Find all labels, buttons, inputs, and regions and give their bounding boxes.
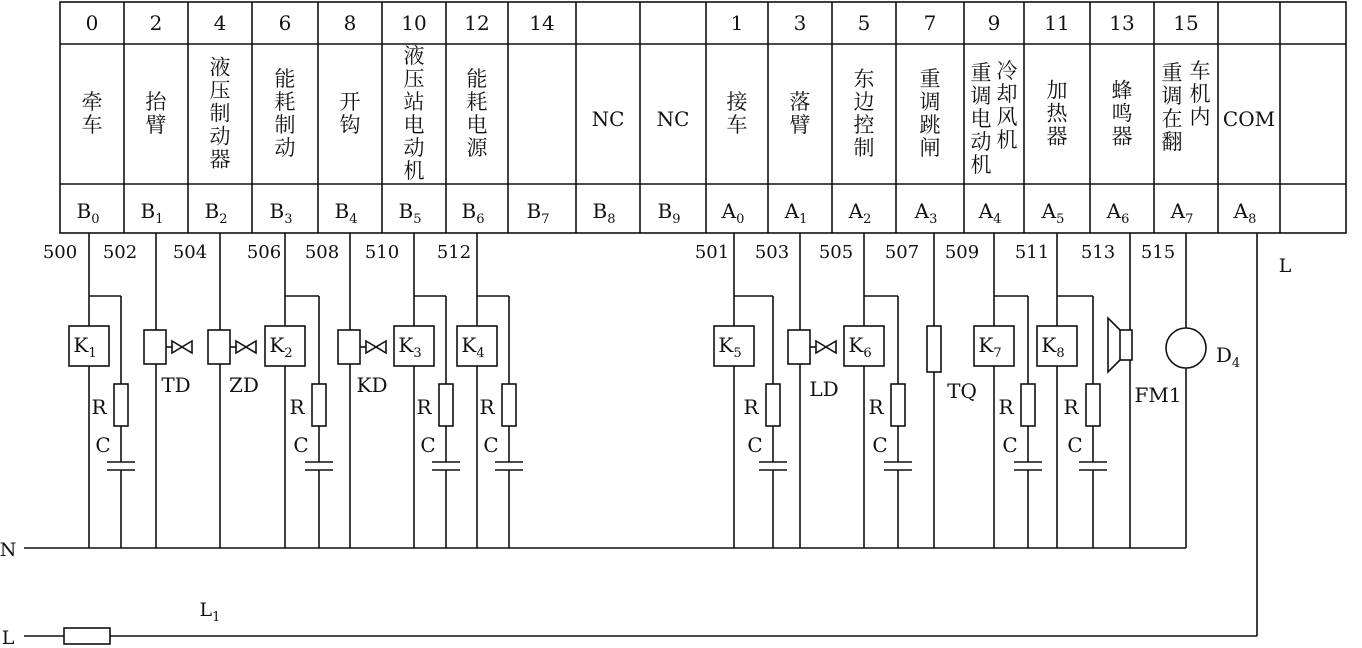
io-function: COM — [1222, 107, 1276, 131]
io-pin: $B_9$ — [657, 199, 681, 227]
wire-number: 505 — [818, 242, 854, 263]
io-function: 动 — [209, 124, 231, 149]
wire-number: 511 — [1014, 242, 1050, 263]
io-pin: $B_3$ — [269, 199, 293, 227]
io-number: 6 — [278, 11, 292, 35]
io-function: 开 — [339, 90, 361, 114]
io-number: 2 — [149, 11, 163, 35]
io-function: 动 — [274, 136, 296, 160]
io-function: 却 — [996, 82, 1018, 106]
io-function: 在 — [1161, 107, 1183, 131]
io-pin: $B_4$ — [334, 199, 358, 227]
valve-symbol — [366, 341, 386, 353]
resistor-label: R — [1063, 395, 1079, 419]
io-function: 闸 — [919, 136, 941, 160]
relay-label: $K_5$ — [718, 333, 742, 361]
resistor — [891, 384, 905, 426]
resistor-label: R — [289, 395, 305, 419]
resistor — [439, 384, 453, 426]
io-function: 压 — [403, 67, 425, 91]
valve-symbol — [816, 341, 836, 353]
io-number: 4 — [213, 11, 227, 35]
relay-label: $K_2$ — [269, 333, 293, 361]
io-function: 调 — [1161, 84, 1183, 108]
resistor-label: R — [479, 395, 495, 419]
io-pin: $B_5$ — [398, 199, 422, 227]
io-function: 机 — [1189, 82, 1211, 106]
io-function: 翻 — [1161, 130, 1183, 154]
io-function: 液 — [403, 44, 425, 68]
io-pin: $B_8$ — [592, 199, 616, 227]
trip-coil — [927, 326, 941, 372]
io-function: 动 — [403, 136, 425, 160]
resistor-label: R — [416, 395, 432, 419]
resistor — [502, 384, 516, 426]
buzzer-horn — [1108, 318, 1120, 372]
io-pin: $A_4$ — [978, 199, 1002, 227]
buzzer-body — [1120, 330, 1132, 360]
wire-number: 510 — [364, 242, 400, 263]
io-number: 8 — [343, 11, 357, 35]
table-frame — [60, 2, 1346, 233]
solenoid-valve — [338, 330, 360, 364]
solenoid-valve — [144, 330, 166, 364]
resistor — [114, 384, 128, 426]
io-function: 热 — [1046, 101, 1068, 126]
io-function: 牵 — [81, 90, 103, 114]
io-function: 内 — [1189, 105, 1211, 129]
valve-symbol — [236, 341, 256, 353]
io-pin: $A_7$ — [1170, 199, 1194, 227]
io-number: 15 — [1173, 11, 1199, 35]
capacitor-label: C — [1002, 433, 1018, 457]
fuse — [64, 628, 110, 644]
resistor-label: R — [868, 395, 884, 419]
io-number: 11 — [1044, 11, 1070, 35]
resistor — [766, 384, 780, 426]
io-function: 车 — [1189, 59, 1211, 83]
io-function: NC — [656, 107, 690, 131]
io-function: 耗 — [466, 90, 488, 114]
wire-number: 504 — [172, 242, 208, 263]
io-function: 跳 — [919, 113, 941, 137]
buzzer-label: FM1 — [1134, 383, 1182, 407]
io-function: 抬 — [145, 90, 167, 114]
io-function: 动 — [970, 130, 992, 154]
io-function: 能 — [274, 67, 296, 91]
io-function: 接 — [726, 90, 748, 114]
capacitor-label: C — [747, 433, 763, 457]
valve-label: TD — [161, 373, 191, 397]
valve-label: ZD — [229, 373, 259, 397]
wire-number: 500 — [42, 242, 78, 263]
wire-number: 506 — [246, 242, 282, 263]
io-function: 耗 — [274, 90, 296, 114]
io-function: 机 — [996, 128, 1018, 152]
wire-number: 508 — [304, 242, 340, 263]
io-pin: $A_2$ — [848, 199, 872, 227]
io-number: 1 — [730, 11, 744, 35]
io-pin: $B_6$ — [461, 199, 485, 227]
io-function: 压 — [209, 78, 231, 103]
wire-number: 515 — [1140, 242, 1176, 263]
circuit-labels — [0, 242, 1292, 648]
lamp-label: $D_4$ — [1215, 343, 1241, 371]
resistor-label: R — [743, 395, 759, 419]
lamp — [1166, 328, 1206, 368]
io-pin: $B_7$ — [526, 199, 550, 227]
io-function: 机 — [970, 153, 992, 177]
capacitor-label: C — [483, 433, 499, 457]
line-label: L — [1, 627, 15, 648]
io-number: 7 — [923, 11, 937, 35]
wire-number: 512 — [436, 242, 472, 263]
io-function: 重 — [970, 61, 992, 85]
io-function: 重 — [1161, 61, 1183, 85]
io-pin: $B_1$ — [140, 199, 164, 227]
io-function: 器 — [209, 147, 231, 172]
io-function: 鸣 — [1111, 101, 1133, 126]
io-pin: $A_1$ — [784, 199, 808, 227]
io-number: 9 — [987, 11, 1001, 35]
io-function: 制 — [274, 113, 296, 137]
io-function: 臂 — [145, 113, 167, 137]
solenoid-valve — [208, 330, 230, 364]
relay-label: $K_1$ — [73, 333, 97, 361]
io-function: 冷 — [996, 59, 1018, 83]
trip-label: TQ — [947, 379, 977, 403]
io-function: 制 — [209, 101, 231, 126]
neutral-label: N — [0, 539, 17, 561]
io-number: 12 — [464, 11, 490, 35]
solenoid-valve — [788, 330, 810, 364]
io-function: 加 — [1046, 78, 1068, 103]
io-pin: $B_0$ — [76, 199, 100, 227]
io-pin: $B_2$ — [204, 199, 228, 227]
io-function: 蜂 — [1111, 78, 1133, 103]
io-function: 器 — [1111, 124, 1133, 149]
io-function: 调 — [970, 84, 992, 108]
io-function: 制 — [853, 136, 875, 160]
io-function: 重 — [919, 67, 941, 91]
io-function: 落 — [789, 90, 811, 114]
fuse-label: $L_1$ — [199, 599, 221, 625]
io-function: 钩 — [339, 113, 361, 137]
resistor-label: R — [998, 395, 1014, 419]
io-number: 10 — [401, 11, 427, 35]
capacitor-label: C — [872, 433, 888, 457]
valve-label: KD — [356, 373, 388, 397]
resistor — [1086, 384, 1100, 426]
wire-number: 501 — [694, 242, 730, 263]
io-pin: $A_6$ — [1106, 199, 1130, 227]
io-function: 车 — [81, 113, 103, 137]
wire-number: 502 — [102, 242, 138, 263]
io-function: 调 — [919, 90, 941, 114]
valve-label: LD — [809, 377, 839, 401]
io-function: 机 — [403, 159, 425, 183]
io-function: 控 — [853, 113, 875, 137]
capacitor-label: C — [1067, 433, 1083, 457]
valve-symbol — [172, 341, 192, 353]
io-function: 电 — [466, 113, 488, 137]
line-top-label: L — [1278, 255, 1292, 277]
resistor — [312, 384, 326, 426]
relay-label: $K_4$ — [461, 333, 485, 361]
capacitor-label: C — [95, 433, 111, 457]
io-function: 东 — [853, 67, 875, 91]
io-function: 源 — [466, 136, 488, 160]
resistor-label: R — [91, 395, 107, 419]
relay-label: $K_6$ — [848, 333, 872, 361]
wire-number: 507 — [884, 242, 920, 263]
relay-label: $K_8$ — [1041, 333, 1065, 361]
io-number: 13 — [1109, 11, 1135, 35]
io-function: 站 — [403, 90, 425, 114]
io-number: 3 — [793, 11, 807, 35]
io-function: 液 — [209, 55, 231, 80]
io-function: 臂 — [789, 113, 811, 137]
relay-label: $K_3$ — [398, 333, 422, 361]
io-pin: $A_0$ — [721, 199, 745, 227]
relay-label: $K_7$ — [978, 333, 1002, 361]
io-number: 14 — [529, 11, 555, 35]
io-function: 风 — [996, 105, 1018, 129]
capacitor-label: C — [293, 433, 309, 457]
io-pin: $A_8$ — [1233, 199, 1257, 227]
io-function: 电 — [970, 107, 992, 131]
wire-number: 513 — [1080, 242, 1116, 263]
io-number: 5 — [857, 11, 871, 35]
io-function: 边 — [853, 90, 875, 114]
capacitor-label: C — [420, 433, 436, 457]
wire-number: 509 — [944, 242, 980, 263]
io-number: 0 — [85, 11, 99, 35]
io-terminal-table — [60, 2, 1346, 233]
io-function: 器 — [1046, 124, 1068, 149]
resistor — [1021, 384, 1035, 426]
io-pin: $A_3$ — [914, 199, 938, 227]
io-function: NC — [591, 107, 625, 131]
io-function: 能 — [466, 67, 488, 91]
wire-number: 503 — [754, 242, 790, 263]
io-function: 电 — [403, 113, 425, 137]
circuit-components — [64, 318, 1206, 644]
io-pin: $A_5$ — [1041, 199, 1065, 227]
io-function: 车 — [726, 113, 748, 137]
